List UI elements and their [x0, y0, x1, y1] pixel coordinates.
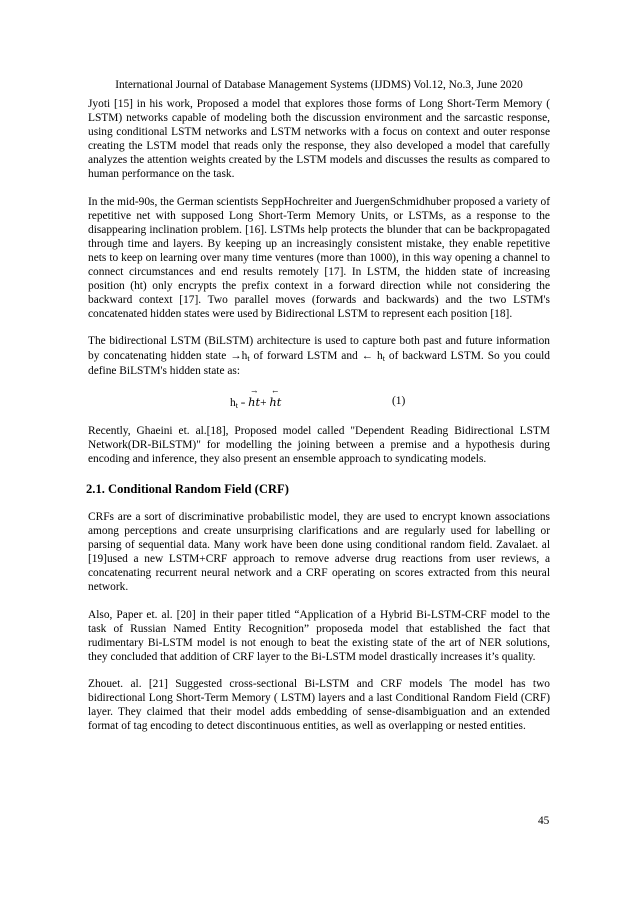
bilstm-text-c: of backward LSTM. So you could define BiLSTM's hidden state as:	[88, 349, 551, 377]
paragraph-jyoti: Jyoti [15] in his work, Proposed a model that explores those forms of Long Short-Term Memory ( LSTM) networks capable of modeling both the discussion environment and the sarcastic response, using conditional LSTM networks and LSTM networks with a focus on context and outer response creating the LSTM model that reads only the response, they also developed a model that carefully analyzes the attention weights created by the LSTM models and discusses the results as compared to human performance on the task.	[88, 98, 550, 181]
backward-arrow: ←	[272, 387, 279, 396]
equation-equals: =	[240, 398, 246, 408]
equation-term1: ht	[248, 394, 261, 409]
paragraph-paper-ner: Also, Paper et. al. [20] in their paper titled “Application of a Hybrid Bi-LSTM-CRF model to the task of Russian Named Entity Recognition” proposeda model that established the fact that rudimentary Bi-LSTM model is not enough to beat the existing state of the art of NER solutions, they concluded that addition of CRF layer to the Bi-LSTM model drastically increases it’s quality.	[88, 608, 550, 663]
equation-expression	[230, 387, 282, 410]
equation-lhs: h	[230, 396, 236, 409]
equation-term2: ht	[269, 394, 282, 409]
equation-plus: +	[260, 396, 267, 409]
equation-lhs-sub: t	[235, 400, 238, 410]
journal-header: International Journal of Database Management Systems (IJDMS) Vol.12, No.3, June 2020	[115, 79, 523, 91]
paragraph-bilstm	[88, 334, 550, 377]
equation-forward-term	[248, 387, 261, 409]
equation-number: (1)	[392, 394, 406, 407]
equation-backward-term	[269, 387, 282, 409]
bilstm-sub-2: t	[382, 353, 385, 363]
paragraph-lstm-history: In the mid-90s, the German scientists SeppHochreiter and JuergenSchmidhuber proposed a variety of repetitive net with supposed Long Short-Term Memory Units, or LSTMs, as a response to the disappearing inclination problem. [16]. LSTMs help protects the blunder that can be backpropagated through time and layers. By keeping up an increasingly consistent mistake, they enable repetitive nets to keep on learning over many time ventures (more than 1000), in this way opening a channel to connect circumstances and end results remotely [17]. In LSTM, the hidden state of increasing position (ht) only encrypts the prefix context in a forward direction while not considering the backward context [17]. Two parallel moves (forwards and backwards) and the two LSTM's concatenated hidden states were used by Bidirectional LSTM to represent each position [18].	[88, 195, 550, 321]
bilstm-text-b: of forward LSTM and ← h	[249, 349, 383, 362]
paragraph-zhou: Zhouet. al. [21] Suggested cross-sectional Bi-LSTM and CRF models The model has two bidirectional Long Short-Term Memory ( LSTM) layers and a last Conditional Random Field (CRF) layer. They claimed that their model adds embedding of sense-disambiguation and an extended format of tag encoding to detect discontinuous entities, as well as overlapping or nested entities.	[88, 677, 550, 733]
page-body	[88, 97, 550, 733]
page-number: 45	[538, 815, 550, 827]
paragraph-crf-intro: CRFs are a sort of discriminative probabilistic model, they are used to encrypt known associations among perceptions and create unsurprising clarifications and are regularly used for labelling or parsing of sequential data. Many work have been done using conditional random field. Zavalaet. al [19]used a new LSTM+CRF approach to remove adverse drug reactions from user reviews, a concatenating recurrent neural network and a CRF operating on scores extracted from this neural network.	[88, 510, 550, 594]
forward-arrow: →	[251, 387, 258, 396]
section-heading-crf: 2.1. Conditional Random Field (CRF)	[86, 481, 289, 496]
bilstm-sub-1: t	[247, 353, 250, 363]
bilstm-text-a: The bidirectional LSTM (BiLSTM) architecture is used to capture both past and future information by concatenating hidden state →h	[88, 335, 550, 362]
equation-1	[88, 387, 550, 416]
paragraph-ghaeini: Recently, Ghaeini et. al.[18], Proposed model called "Dependent Reading Bidirectional LSTM Network(DR-BiLSTM)" for modelling the joining between a premise and a hypothesis during encoding and inference, they also present an ensemble approach to syndicating models.	[88, 424, 550, 465]
